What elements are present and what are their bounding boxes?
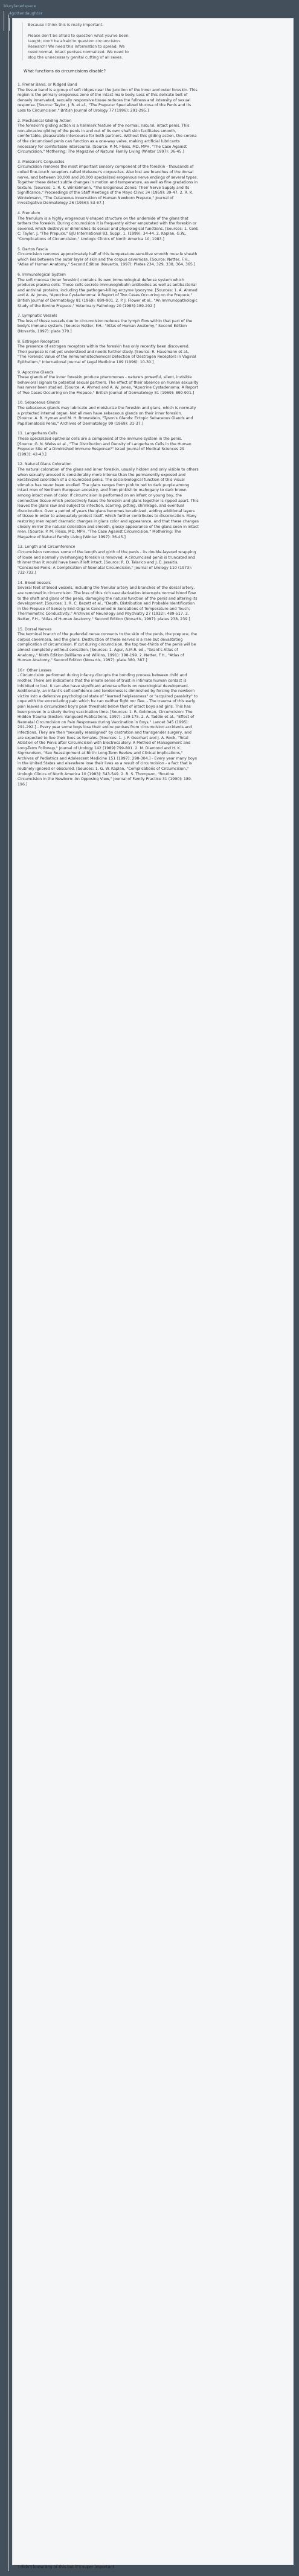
section-body: Several feet of blood vessels, including the frenular artery and branches of the dorsal artery, are removed in circumcision. The loss of this rich vascularization interrupts normal blood flow to the shaft and glans of the penis, damaging the natural function of the penis and altering its development. [Sources: 1. R. C. Bazett et al., "Depth, Distribution and Probable Identification in the Prepuce of Sensory End-Organs Concerned in Sensations of Temperature and Touch; Thermometric Conductivity," Archives of Neurology and Psychiatry 27 (1932): 489-517. 2. Netter, F.H., "Atlas of Human Anatomy," Second Edition (Novartis, 1997): plates 238, 239.]: [18, 586, 198, 622]
section-heading: 8. Estrogen Receptors: [18, 339, 60, 344]
username-link-1[interactable]: bluryfacedspace: [4, 4, 36, 8]
reblog-comment: I didn't know any of this but it's super important: [18, 2565, 115, 2569]
section-heading: 2. Mechanical Gliding Action: [18, 118, 72, 123]
section-body: The loss of these vessels due to circumcision reduces the lymph flow within that part of the body's immune system. [Source: Netter, F.H., "Atlas of Human Anatomy," Second Edition (Novartis, 1997): plate 379.]: [18, 319, 193, 334]
section-item: [18, 462, 199, 540]
section-heading: 6. Immunological System: [18, 273, 66, 277]
section-item: [18, 83, 199, 114]
section-heading: 4. Frenulum: [18, 211, 40, 216]
section-body: The sebaceous glands may lubricate and moisturize the foreskin and glans, which is normally a protected internal organ. Not all men have sebaceous glands on their inner foreskin. [Source: A. B. Hyman and M. H. Brownstein, "Tyson's Glands: Ectopic Sebaceous Glands and Papillomatosis Penis," Archives of Dermatology 99 (1969): 31-37.]: [18, 406, 196, 426]
section-item: [18, 314, 199, 334]
section-body: - Circumcision performed during infancy disrupts the bonding process between child and mother. There are indications that the innate sense of trust in intimate human contact is inhibited or lost. It can also have significant adverse effects on neurological development. Additionally, an infant's self-confidence and tenderness is diminished by forcing the newborn victim into a defensive psychological state of "learned helplessness" or "acquired passivity" to cope with the excruciating pain which he can neither fight nor flee. - The trauma of this early pain leaves a circumcised boy's pain threshold below that of intact boys and girls. This has been proven in a study during vaccination time. [Sources: 1. R. Goldman, Circumcision: The Hidden Trauma (Boston: Vanguard Publications, 1997): 139-175. 2. A. Taddio et al., "Effect of Neonatal Circumcision on Pain Responses during Vaccination in Boys," Lancet 345 (1995): 291-292.] - Every year some boys lose their entire penises from circumcision accidents and infections. They are then "sexually reassigned" by castration and transgender surgery, and are expected to live their lives as females. [Sources: 1. J. P. Gearhart and J. A. Rock, "Total Ablation of the Penis after Circumcision with Electrocautery: A Method of Management and Long-Term Followup," Journal of Urology 142 (1989):799-801. 2. M. Diamond and H. K. Sigmundson, "Sex Reassignment at Birth: Long-Term Review and Clinical Implications," Archives of Pediatrics and Adolescent Medicine 151 (1997): 298-304.] - Every year many boys in the United States and elsewhere lose their lives as a result of circumcision - a fact that is routinely ignored or obscured. [Sources: 1. G. W. Kaplan, "Complications of Circumcision," Urologic Clinics of North America 10 (1983): 543-549. 2. R. S. Thompson, "Routine Circumcision in the Newborn: An Opposing View," Journal of Family Practice 31 (1990): 189-196.]: [18, 673, 198, 787]
section-body: Circumcision removes the most important sensory component of the foreskin - thousands of coiled fine-touch receptors called Meissner's corpuscles. Also lost are branches of the dorsal nerve, and between 10,000 and 20,000 specialized erogenous nerve endings of several types. Together these detect subtle changes in motion and temperature, as well as fine gradations in texture. [Sources: 1. R. K. Winkelmann, "The Erogenous Zones: Their Nerve Supply and Its Significance," Proceedings of the Staff Meetings of the Mayo Clinic 34 (1959): 39-47. 2. R. K. Winkelmann, "The Cutaneous Innervation of Human Newborn Prepuce," Journal of Investigative Dermatology 26 (1956): 53-67.]: [18, 165, 198, 206]
section-heading: 16+ Other Losses: [18, 668, 52, 673]
section-body: Circumcision removes approximately half of this temperature-sensitive smooth muscle sheath which lies between the outer layer of skin and the corpus cavernosa. [Source: Netter, F.H., "Atlas of Human Anatomy," Second Edition (Novartis, 1997): Plates 234, 329, 338, 364, 365.]: [18, 252, 198, 267]
section-item: [18, 273, 199, 309]
section-heading: 12. Natural Glans Coloration: [18, 462, 72, 467]
section-heading: 10. Sebaceous Glands: [18, 401, 60, 405]
section-item: [18, 211, 199, 243]
section-body: These specialized epithelial cells are a component of the immune system in the penis. [Source: G. N. Weiss et al., "The Distribution and Density of Langerhans Cells in the Human Prepuce: Site of a Diminished Immune Response?" Israel Journal of Medical Sciences 29 (1993): 42-43.]: [18, 437, 191, 457]
section-item: [18, 581, 199, 623]
section-body: These glands of the inner foreskin produce pheromones - nature's powerful, silent, invisible behavioral signals to potential sexual partners. The effect of their absence on human sexuality has never been studied. [Source: A. Ahmed and A. W. Jones, "Apocrine Cystadenoma: A Report of Two Cases Occurring on the Prepuce," British Journal of Dermatology 81 (1969): 899-901.]: [18, 375, 199, 395]
username-link-2[interactable]: 4gottendaughter: [9, 11, 43, 16]
section-body: The foreskin's gliding action is a hallmark feature of the normal, natural, intact penis. This non-abrasive gliding of the penis in and out of its own shaft skin facilitates smooth, comfortable, pleasurable intercourse for both partners. Without this gliding action, the corona of the circumcised penis can function as a one-way valve, making artificial lubricants necessary for comfortable intercourse. [Source: P. M. Fleiss, MD, MPH, "The Case Against Circumcision," Mothering: The Magazine of Natural Family Living (Winter 1997): 36-45.]: [18, 124, 197, 154]
section-body: The natural coloration of the glans and inner foreskin, usually hidden and only visible to others when sexually aroused is considerably more intense than the permanently exposed and keratinized coloration of a circumcised penis. The socio-biological function of this visual stimulus has never been studied. The glans ranges from pink to red to dark purple among intact men of Northern European ancestry, and from pinkish to mahogany to dark brown among intact men of color. If circumcision is performed on an infant or young boy, the connective tissue which protectively fuses the foreskin and glans together is ripped apart. This leaves the glans raw and subject to infection, scarring, pitting, shrinkage, and eventual discoloration. Over a period of years the glans becomes keratinized, adding additional layers of tissue in order to adequately protect itself, which further contributes to discoloration. Many restoring men report dramatic changes in glans color and appearance, and that these changes closely mirror the natural coloration and smooth, glossy appearance of the glans seen in intact men. [Source: P. M. Fleiss, MD, MPH, "The Case Against Circumcision," Mothering: The Magazine of Natural Family Living (Winter 1997): 36-45.]: [18, 468, 199, 539]
section-heading: 5. Dartos Fascia: [18, 247, 48, 252]
section-item: [18, 370, 199, 396]
section-heading: 14. Blood Vessels: [18, 580, 51, 585]
question-text: What functions do circumcisions disable?: [24, 69, 106, 74]
section-item: [18, 545, 199, 576]
section-item: [18, 401, 199, 427]
intro-paragraph-1: Because I think this is really important.: [28, 22, 104, 27]
intro-quote: [22, 22, 129, 60]
section-body: Circumcision removes some of the length and girth of the penis - its double-layered wrapping of loose and normally overhanging foreskin is removed. A circumcised penis is truncated and thinner than it would have been if left intact. [Source: R. D. Talarico and J. E. Jasaitis, "Concealed Penis: A Complication of Neonatal Circumcision," Journal of Urology 110 (1973): 732-733.]: [18, 550, 196, 576]
section-body: The presence of estrogen receptors within the foreskin has only recently been discovered. Their purpose is not yet understood and needs further study. [Source: R. Hausmann et al., "The Forensic Value of the Immunohistochemical Detection of Oestrogen Receptors in Vaginal Epithelium," International Journal of Legal Medicine 109 (1996): 10-30.]: [18, 344, 196, 364]
post-body: [12, 18, 294, 2565]
section-body: The terminal branch of the pudendal nerve connects to the skin of the penis, the prepuce, the corpus cavernosa, and the glans. Destruction of these nerves is a rare but devastating complication of circumcision. If cut during circumcision, the top two-thirds of the penis will be almost completely without sensation. [Sources: 1. Agur, A.M.R. ed., "Grant's Atlas of Anatomy," Ninth Edition (Williams and Wilkins, 1991): 198-199. 2. Netter, F.H., "Atlas of Human Anatomy," Second Edition (Novartis, 1997): plate 380, 387.]: [18, 632, 198, 663]
section-heading: 15. Dorsal Nerves: [18, 627, 52, 632]
section-item: [18, 340, 199, 366]
section-heading: 3. Meissner's Corpuscles: [18, 159, 65, 164]
intro-paragraph-2: Please don't be afraid to question what you've been taught; don't be afraid to question circumcision. Research! We need this information to spread. We need normal, intact penises normalized. We need to stop the unnecessary genital cutting of all sexes.: [28, 33, 129, 60]
section-heading: 9. Apocrine Glands: [18, 370, 54, 375]
section-item: [18, 160, 199, 206]
section-heading: 13. Length and Circumference: [18, 545, 76, 550]
section-body: The tissue band is a group of soft ridges near the junction of the inner and outer foreskin. This region is the primary erogenous zone of the intact male body. Loss of this delicate belt of densely innervated, sexually responsive tissue reduces the fullness and intensity of sexual response. [Source: Taylor, J. R. et al., "The Prepuce: Specialized Mucosa of the Penis and Its Loss to Circumcision," British Journal of Urology 77 (1996): 291-295.]: [18, 87, 198, 113]
section-item: [18, 247, 199, 268]
section-item: [18, 668, 199, 788]
section-heading: 7. Lymphatic Vessels: [18, 314, 57, 319]
sections-list: [18, 83, 288, 787]
section-item: [18, 627, 199, 664]
section-heading: 1. Frenar Band, or Ridged Band: [18, 83, 77, 87]
section-item: [18, 431, 199, 457]
section-item: [18, 119, 199, 155]
section-heading: 11. Langerhans Cells: [18, 431, 57, 436]
section-body: The soft mucosa (inner foreskin) contains its own immunological defense system which produces plasma cells. These cells secrete immunoglobulin antibodies as well as antibacterial and antiviral proteins, including the pathogen-killing enzyme lysozyme. [Sources: 1. A. Ahmed and A. W. Jones, "Apocrine Cystadenoma: A Report of Two Cases Occurring on the Prepuce," British Journal of Dermatology 81 (1969): 899-901. 2. P. J. Flower et al., "An Immunopathologic Study of the Bovine Prepuce," Veterinary Pathology 20 (1983):189-202.]: [18, 278, 198, 308]
section-body: The frenulum is a highly erogenous V-shaped structure on the underside of the glans that tethers the foreskin. During circumcision it is frequently either amputated with the foreskin or severed, which destroys or diminishes its sexual and physiological functions. [Sources: 1. Cold, C; Taylor, J, "The Prepuce," BJU International 83, Suppl. 1, (1999): 34-44. 2. Kaplan, G.W., "Complications of Circumcision," Urologic Clinics of North America 10, 1983.]: [18, 216, 199, 242]
